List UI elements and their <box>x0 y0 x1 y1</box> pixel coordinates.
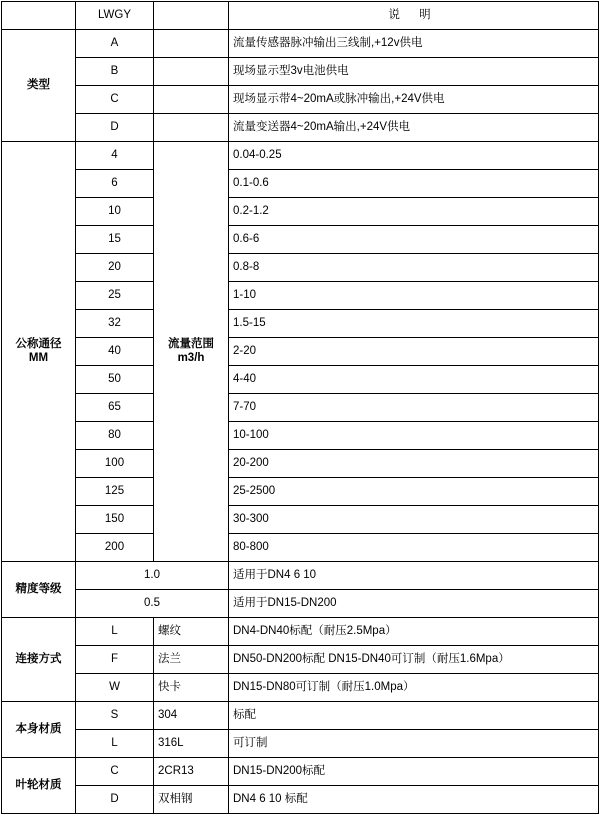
code-cell: 150 <box>76 506 154 534</box>
table-row <box>2 86 599 114</box>
header-cell-blank <box>2 2 76 30</box>
code-cell: S <box>76 702 154 730</box>
table-row <box>2 114 599 142</box>
table-row <box>2 730 599 758</box>
table-row <box>2 674 599 702</box>
code-cell: 100 <box>76 450 154 478</box>
code-cell: C <box>76 758 154 786</box>
code-cell: 6 <box>76 170 154 198</box>
code-cell: F <box>76 646 154 674</box>
code-cell: 20 <box>76 254 154 282</box>
mid-cell <box>154 30 229 58</box>
desc-cell: 1-10 <box>229 282 599 310</box>
table-row <box>2 198 599 226</box>
desc-cell: 10-100 <box>229 422 599 450</box>
code-cell: 200 <box>76 534 154 562</box>
mid-cell <box>154 114 229 142</box>
mid-cell: 316L <box>154 730 229 758</box>
desc-cell: 0.1-0.6 <box>229 170 599 198</box>
flow-range-line2: m3/h <box>177 351 205 364</box>
code-cell: W <box>76 674 154 702</box>
desc-cell: 可订制 <box>229 730 599 758</box>
table-row <box>2 282 599 310</box>
desc-cell: DN4-DN40标配（耐压2.5Mpa） <box>229 618 599 646</box>
table-row <box>2 366 599 394</box>
header-cell-model: LWGY <box>76 2 154 30</box>
code-cell: 65 <box>76 394 154 422</box>
code-cell: 25 <box>76 282 154 310</box>
section-label-nominal-diameter <box>2 142 76 562</box>
desc-cell: 标配 <box>229 702 599 730</box>
code-cell: 125 <box>76 478 154 506</box>
desc-cell: DN50-DN200标配 DN15-DN40可订制（耐压1.6Mpa） <box>229 646 599 674</box>
desc-cell: 0.8-8 <box>229 254 599 282</box>
table-row <box>2 758 599 786</box>
mid-cell: 快卡 <box>154 674 229 702</box>
table-row <box>2 478 599 506</box>
table-row <box>2 142 599 170</box>
code-cell: A <box>76 30 154 58</box>
mid-cell <box>154 86 229 114</box>
specification-table <box>1 1 599 814</box>
flow-range-label <box>154 142 229 562</box>
code-cell: B <box>76 58 154 86</box>
desc-cell: 流量变送器4~20mA输出,+24V供电 <box>229 114 599 142</box>
desc-cell: 现场显示型3v电池供电 <box>229 58 599 86</box>
code-cell: D <box>76 114 154 142</box>
table-row <box>2 562 599 590</box>
desc-cell: 0.04-0.25 <box>229 142 599 170</box>
desc-cell: 4-40 <box>229 366 599 394</box>
desc-cell: 2-20 <box>229 338 599 366</box>
mid-cell: 双相钢 <box>154 786 229 814</box>
mid-cell: 法兰 <box>154 646 229 674</box>
table-row <box>2 30 599 58</box>
section-label-accuracy: 精度等级 <box>2 562 76 618</box>
desc-cell: 适用于DN4 6 10 <box>229 562 599 590</box>
code-cell: 0.5 <box>76 590 229 618</box>
desc-cell: 1.5-15 <box>229 310 599 338</box>
table-row <box>2 58 599 86</box>
code-cell: 50 <box>76 366 154 394</box>
section-label-line2: MM <box>28 351 49 364</box>
desc-cell: 0.2-1.2 <box>229 198 599 226</box>
mid-cell: 304 <box>154 702 229 730</box>
code-cell: 4 <box>76 142 154 170</box>
section-label-body-material: 本身材质 <box>2 702 76 758</box>
header-cell-blank2 <box>154 2 229 30</box>
table-row <box>2 394 599 422</box>
code-cell: L <box>76 618 154 646</box>
section-label-connection: 连接方式 <box>2 618 76 702</box>
desc-cell: 现场显示带4~20mA或脉冲输出,+24V供电 <box>229 86 599 114</box>
table-row <box>2 254 599 282</box>
code-cell: L <box>76 730 154 758</box>
table-row <box>2 646 599 674</box>
table-row <box>2 702 599 730</box>
table-row <box>2 338 599 366</box>
section-label-line1: 公称通径 <box>15 337 62 350</box>
code-cell: 40 <box>76 338 154 366</box>
desc-cell: 0.6-6 <box>229 226 599 254</box>
desc-cell: 7-70 <box>229 394 599 422</box>
table-row <box>2 786 599 814</box>
code-cell: D <box>76 786 154 814</box>
code-cell: 10 <box>76 198 154 226</box>
mid-cell <box>154 58 229 86</box>
table-row <box>2 226 599 254</box>
table-row <box>2 422 599 450</box>
desc-cell: 80-800 <box>229 534 599 562</box>
table-row <box>2 506 599 534</box>
desc-cell: DN15-DN80可订制（耐压1.0Mpa） <box>229 674 599 702</box>
desc-cell: 适用于DN15-DN200 <box>229 590 599 618</box>
table-row <box>2 310 599 338</box>
code-cell: 80 <box>76 422 154 450</box>
table-row <box>2 618 599 646</box>
table-row <box>2 590 599 618</box>
mid-cell: 2CR13 <box>154 758 229 786</box>
table-row <box>2 170 599 198</box>
code-cell: 32 <box>76 310 154 338</box>
code-cell: C <box>76 86 154 114</box>
code-cell: 1.0 <box>76 562 229 590</box>
desc-cell: DN15-DN200标配 <box>229 758 599 786</box>
table-row <box>2 534 599 562</box>
code-cell: 15 <box>76 226 154 254</box>
table-row <box>2 450 599 478</box>
desc-cell: 30-300 <box>229 506 599 534</box>
desc-cell: 流量传感器脉冲输出三线制,+12v供电 <box>229 30 599 58</box>
desc-cell: 25-2500 <box>229 478 599 506</box>
section-label-impeller-material: 叶轮材质 <box>2 758 76 814</box>
mid-cell: 螺纹 <box>154 618 229 646</box>
desc-cell: 20-200 <box>229 450 599 478</box>
table-header-row <box>2 2 599 30</box>
header-cell-description: 说 明 <box>229 2 599 30</box>
desc-cell: DN4 6 10 标配 <box>229 786 599 814</box>
flow-range-line1: 流量范围 <box>168 337 214 350</box>
section-label-type: 类型 <box>2 30 76 142</box>
